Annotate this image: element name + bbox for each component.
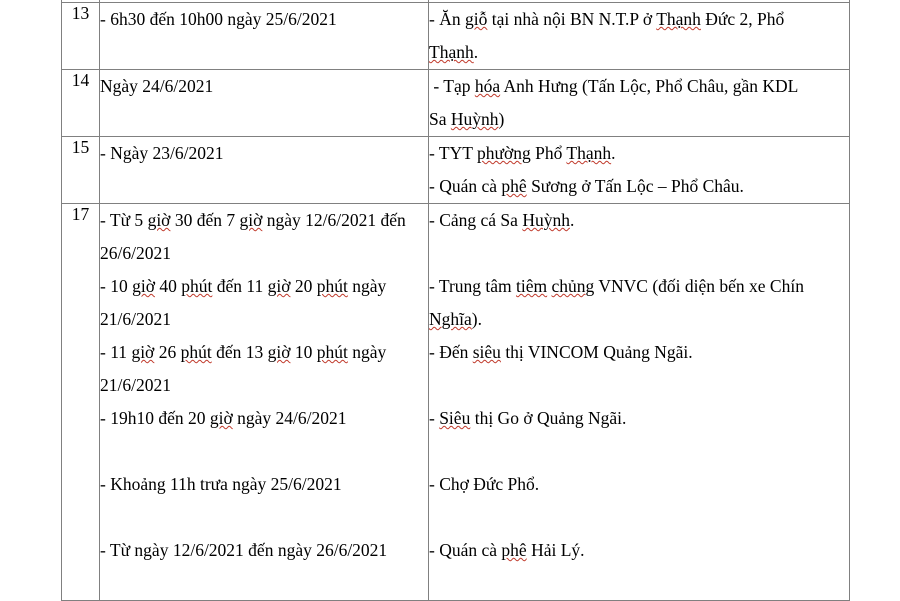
table-row [62,204,850,601]
place-cell [429,204,850,601]
time-cell [100,70,429,137]
time-line: Ngày 24/6/2021 [100,76,214,96]
place-line: Thạnh. [429,42,479,62]
row-number-cell: 14 [62,70,100,137]
place-cell [429,70,850,137]
place-line: - Trung tâm tiêm chủng VNVC (đối diện bến xe Chín [429,276,804,296]
time-line: - 6h30 đến 10h00 ngày 25/6/2021 [100,9,337,29]
time-line [100,501,428,534]
place-line: - Quán cà phê Hải Lý. [429,540,585,560]
place-line: - Cảng cá Sa Huỳnh. [429,210,575,230]
place-cell [429,3,850,70]
place-line: - Tạp hóa Anh Hưng (Tấn Lộc, Phổ Châu, gần KDL [429,76,799,96]
time-line [100,567,428,600]
place-line [429,567,849,600]
row-number-cell: 17 [62,204,100,601]
time-line: 26/6/2021 [100,243,171,263]
place-line: - Quán cà phê Sương ở Tấn Lộc – Phổ Châu. [429,176,744,196]
row-number-cell: 13 [62,3,100,70]
place-line: - TYT phường Phổ Thạnh. [429,143,616,163]
place-line: - Siêu thị Go ở Quảng Ngãi. [429,408,627,428]
time-line: - Từ ngày 12/6/2021 đến ngày 26/6/2021 [100,540,388,560]
table-row [62,137,850,204]
place-line [429,369,849,402]
place-cell [429,137,850,204]
place-line: - Đến siêu thị VINCOM Quảng Ngãi. [429,342,693,362]
place-line: - Ăn giỗ tại nhà nội BN N.T.P ở Thạnh Đức 2, Phổ [429,9,785,29]
table-row [62,3,850,70]
time-line: - 19h10 đến 20 giờ ngày 24/6/2021 [100,408,347,428]
table-row [62,70,850,137]
time-cell [100,204,429,601]
place-line [429,435,849,468]
place-line: - Chợ Đức Phổ. [429,474,540,494]
time-line: 21/6/2021 [100,309,171,329]
time-cell [100,3,429,70]
place-line [429,237,849,270]
time-line: - 10 giờ 40 phút đến 11 giờ 20 phút ngày [100,276,387,296]
time-line: - 11 giờ 26 phút đến 13 giờ 10 phút ngày [100,342,387,362]
time-line: - Từ 5 giờ 30 đến 7 giờ ngày 12/6/2021 đến [100,210,406,230]
schedule-table [61,0,850,601]
time-line: - Ngày 23/6/2021 [100,143,224,163]
place-line: Sa Huỳnh) [429,109,505,129]
time-line: - Khoảng 11h trưa ngày 25/6/2021 [100,474,342,494]
time-line [100,435,428,468]
place-line [429,501,849,534]
row-number-cell: 15 [62,137,100,204]
table-body [62,0,850,601]
place-line: Nghĩa). [429,309,482,329]
time-cell [100,137,429,204]
time-line: 21/6/2021 [100,375,171,395]
